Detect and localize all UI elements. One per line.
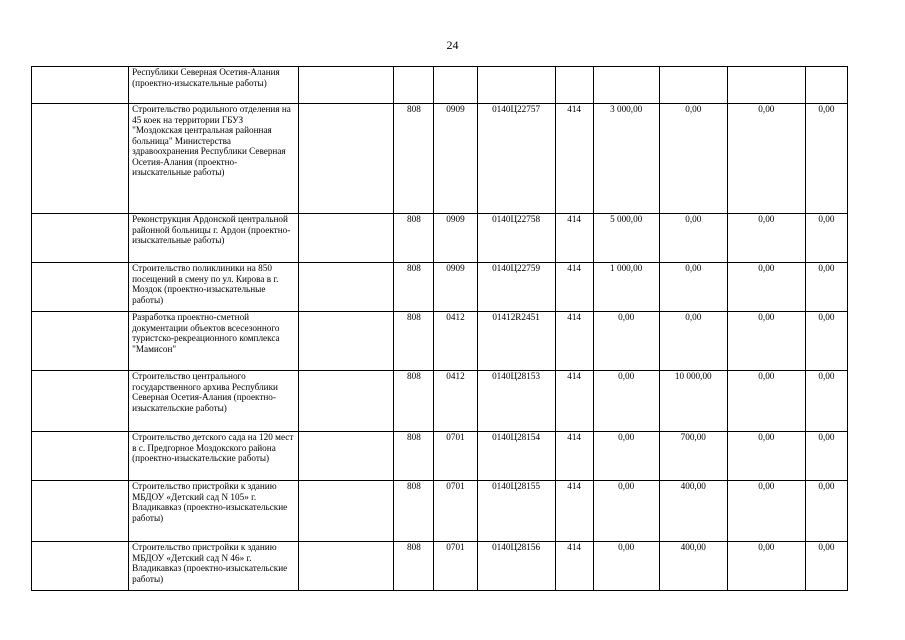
blank-cell xyxy=(299,542,394,591)
amount-cell: 0,00 xyxy=(593,481,659,542)
amount-cell: 0,00 xyxy=(659,263,727,312)
row-description: Разработка проектно-сметной документации объектов всесезонного туристско-рекреационного комплекса "Мамисон" xyxy=(129,312,299,371)
type-code-cell: 414 xyxy=(555,432,593,481)
amount-cell: 0,00 xyxy=(727,214,805,263)
blank-cell xyxy=(299,432,394,481)
code-cell xyxy=(394,67,434,104)
section-code-cell xyxy=(434,67,477,104)
table-row xyxy=(32,432,848,481)
code-cell: 808 xyxy=(394,214,434,263)
amount-cell: 0,00 xyxy=(805,481,847,542)
target-code-cell: 0140Ц22757 xyxy=(477,104,555,214)
target-code-cell: 0140Ц22758 xyxy=(477,214,555,263)
blank-cell xyxy=(32,67,129,104)
amount-cell: 700,00 xyxy=(659,432,727,481)
amount-cell: 0,00 xyxy=(727,104,805,214)
amount-cell: 0,00 xyxy=(727,432,805,481)
table-row xyxy=(32,481,848,542)
blank-cell xyxy=(299,104,394,214)
row-description: Республики Северная Осетия-Алания (проектно-изыскательные работы) xyxy=(129,67,299,104)
code-cell: 808 xyxy=(394,312,434,371)
blank-cell xyxy=(299,67,394,104)
row-description: Строительство пристройки к зданию МБДОУ «Детский сад N 46» г. Владикавказ (проектно-изыскательские работы) xyxy=(129,542,299,591)
target-code-cell xyxy=(477,67,555,104)
code-cell: 808 xyxy=(394,481,434,542)
amount-cell: 0,00 xyxy=(805,104,847,214)
type-code-cell: 414 xyxy=(555,263,593,312)
amount-cell: 0,00 xyxy=(659,214,727,263)
table-row xyxy=(32,542,848,591)
row-description: Строительство пристройки к зданию МБДОУ «Детский сад N 105» г. Владикавказ (проектно-изыскательские работы) xyxy=(129,481,299,542)
row-description: Строительство родильного отделения на 45 коек на территории ГБУЗ "Моздокская центральная районная больница" Министерства здравоохранения Республики Северная Осетия-Алания (проектно-изыскательные работы) xyxy=(129,104,299,214)
amount-cell: 10 000,00 xyxy=(659,371,727,432)
code-cell: 808 xyxy=(394,432,434,481)
amount-cell: 0,00 xyxy=(727,263,805,312)
target-code-cell: 0140Ц22759 xyxy=(477,263,555,312)
amount-cell: 0,00 xyxy=(805,371,847,432)
blank-cell xyxy=(299,371,394,432)
blank-cell xyxy=(299,312,394,371)
amount-cell: 400,00 xyxy=(659,542,727,591)
target-code-cell: 0140Ц28154 xyxy=(477,432,555,481)
section-code-cell: 0412 xyxy=(434,312,477,371)
target-code-cell: 01412R2451 xyxy=(477,312,555,371)
blank-cell xyxy=(32,214,129,263)
budget-table xyxy=(31,66,848,591)
row-description: Строительство поликлиники на 850 посещений в смену по ул. Кирова в г. Моздок (проектно-изыскательные работы) xyxy=(129,263,299,312)
target-code-cell: 0140Ц28153 xyxy=(477,371,555,432)
table-row xyxy=(32,104,848,214)
code-cell: 808 xyxy=(394,263,434,312)
code-cell: 808 xyxy=(394,104,434,214)
blank-cell xyxy=(299,263,394,312)
amount-cell: 0,00 xyxy=(727,312,805,371)
type-code-cell: 414 xyxy=(555,481,593,542)
row-description: Строительство детского сада на 120 мест в с. Предгорное Моздокского района (проектно-изыскательские работы) xyxy=(129,432,299,481)
amount-cell: 0,00 xyxy=(593,432,659,481)
section-code-cell: 0701 xyxy=(434,481,477,542)
section-code-cell: 0701 xyxy=(434,542,477,591)
type-code-cell: 414 xyxy=(555,312,593,371)
type-code-cell: 414 xyxy=(555,542,593,591)
amount-cell: 0,00 xyxy=(805,432,847,481)
amount-cell xyxy=(659,67,727,104)
section-code-cell: 0909 xyxy=(434,214,477,263)
blank-cell xyxy=(32,104,129,214)
row-description: Реконструкция Ардонской центральной районной больницы г. Ардон (проектно-изыскательные работы) xyxy=(129,214,299,263)
amount-cell: 0,00 xyxy=(593,542,659,591)
amount-cell: 3 000,00 xyxy=(593,104,659,214)
amount-cell: 400,00 xyxy=(659,481,727,542)
budget-table-body xyxy=(32,67,848,591)
table-row xyxy=(32,371,848,432)
section-code-cell: 0412 xyxy=(434,371,477,432)
section-code-cell: 0701 xyxy=(434,432,477,481)
blank-cell xyxy=(32,542,129,591)
amount-cell: 0,00 xyxy=(727,542,805,591)
amount-cell: 0,00 xyxy=(593,312,659,371)
blank-cell xyxy=(32,263,129,312)
amount-cell: 0,00 xyxy=(593,371,659,432)
amount-cell: 0,00 xyxy=(659,312,727,371)
blank-cell xyxy=(299,214,394,263)
amount-cell: 5 000,00 xyxy=(593,214,659,263)
amount-cell: 0,00 xyxy=(805,312,847,371)
blank-cell xyxy=(299,481,394,542)
amount-cell: 1 000,00 xyxy=(593,263,659,312)
type-code-cell: 414 xyxy=(555,104,593,214)
amount-cell: 0,00 xyxy=(727,481,805,542)
amount-cell: 0,00 xyxy=(659,104,727,214)
amount-cell: 0,00 xyxy=(805,214,847,263)
code-cell: 808 xyxy=(394,542,434,591)
type-code-cell xyxy=(555,67,593,104)
target-code-cell: 0140Ц28156 xyxy=(477,542,555,591)
amount-cell xyxy=(593,67,659,104)
type-code-cell: 414 xyxy=(555,214,593,263)
target-code-cell: 0140Ц28155 xyxy=(477,481,555,542)
table-row xyxy=(32,67,848,104)
amount-cell: 0,00 xyxy=(805,542,847,591)
amount-cell xyxy=(727,67,805,104)
table-row xyxy=(32,263,848,312)
amount-cell xyxy=(805,67,847,104)
amount-cell: 0,00 xyxy=(727,371,805,432)
blank-cell xyxy=(32,371,129,432)
blank-cell xyxy=(32,432,129,481)
blank-cell xyxy=(32,312,129,371)
page-number: 24 xyxy=(446,38,459,52)
blank-cell xyxy=(32,481,129,542)
type-code-cell: 414 xyxy=(555,371,593,432)
code-cell: 808 xyxy=(394,371,434,432)
row-description: Строительство центрального государственного архива Республики Северная Осетия-Алания (проектно-изыскательские работы) xyxy=(129,371,299,432)
amount-cell: 0,00 xyxy=(805,263,847,312)
section-code-cell: 0909 xyxy=(434,263,477,312)
table-row xyxy=(32,214,848,263)
table-row xyxy=(32,312,848,371)
section-code-cell: 0909 xyxy=(434,104,477,214)
